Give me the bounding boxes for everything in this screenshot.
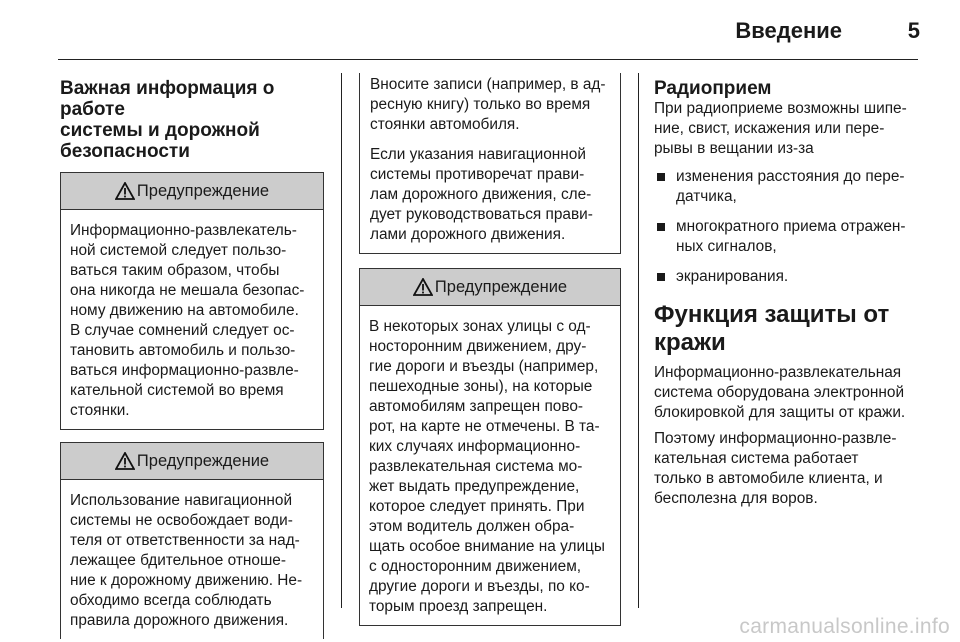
column-2 — [359, 73, 621, 626]
warning-triangle-icon — [115, 452, 135, 470]
warning-header — [61, 173, 323, 210]
list-item: экранирования. — [654, 267, 924, 287]
paragraph: Если указания навигационной системы противоречат прави- лам дорожного движения, сле- дует руководствоваться прави- лами дорожного движения. — [370, 146, 593, 243]
warning-label: Предупреждение — [136, 181, 270, 200]
warning-box-1 — [60, 172, 324, 430]
section-heading-radio: Радиоприем — [654, 78, 772, 99]
paragraph: Поэтому информационно-развле- кательная система работает только в автомобиле клиента, и бесполезна для воров. — [654, 430, 897, 507]
column-3 — [654, 78, 924, 509]
warning-text: Информационно-развлекатель- ной системой следует пользо- ваться таким образом, чтобы она никогда не мешала безопас- ному движению на автомобиле. В случае сомнений следует ос- тановить автомобиль и пользо- ваться информационно-развле- кательной системой во время стоянки. — [70, 222, 305, 419]
warning-continuation — [359, 73, 621, 254]
bullet-icon — [657, 273, 665, 281]
paragraph: Вносите записи (например, в ад- ресную книгу) только во время стоянки автомобиля. — [370, 76, 606, 133]
warning-box-2 — [60, 442, 324, 639]
page-header — [0, 0, 960, 62]
warning-text: В некоторых зонах улицы с од- носторонним движением, дру- гие дороги и въезды (например, пешеходные зоны), на которые автомобилям запрещен пово- рот, на карте не отмечены. В та- ких случаях информационно- развлекательная система мо- жет выдать предупреждение, которое следует принять. При этом водитель должен обра- щать особое внимание на улицы с односторонним движением, другие дороги и въезды, по ко- торым проезд запрещен. — [369, 318, 605, 615]
column-divider-1 — [341, 73, 342, 608]
warning-text: Использование навигационной системы не освобождает води- теля от ответственности за над- лежащее бдительное отноше- ние к дорожному движению. Не- обходимо всегда соблюдать правила дорожного движения. — [70, 492, 303, 629]
bullet-icon — [657, 223, 665, 231]
list-item: многократного приема отражен- ных сигналов, — [654, 217, 924, 257]
warning-box-3 — [359, 268, 621, 626]
header-divider — [58, 59, 918, 60]
warning-triangle-icon — [115, 182, 135, 200]
column-1 — [60, 78, 324, 639]
paragraph: Информационно-развлекательная система оборудована электронной блокировкой для защиты от кражи. — [654, 364, 906, 421]
warning-label: Предупреждение — [434, 277, 568, 296]
page-number: 5 — [907, 18, 920, 43]
column-divider-2 — [638, 73, 639, 608]
warning-header — [61, 443, 323, 480]
warning-header — [360, 269, 620, 306]
list-item: изменения расстояния до пере- датчика, — [654, 167, 924, 207]
warning-label: Предупреждение — [136, 451, 270, 470]
warning-triangle-icon — [413, 278, 433, 296]
bullet-list — [654, 167, 924, 287]
section-heading-safety: Важная информация о работе системы и дорожной безопасности — [60, 78, 275, 162]
section-heading-theft: Функция защиты от кражи — [654, 301, 890, 356]
watermark: carmanualsonline.info — [739, 615, 950, 638]
page-title: Введение — [735, 18, 842, 43]
paragraph: При радиоприеме возможны шипе- ние, свист, искажения или пере- рывы в вещании из-за — [654, 100, 907, 157]
bullet-icon — [657, 173, 665, 181]
